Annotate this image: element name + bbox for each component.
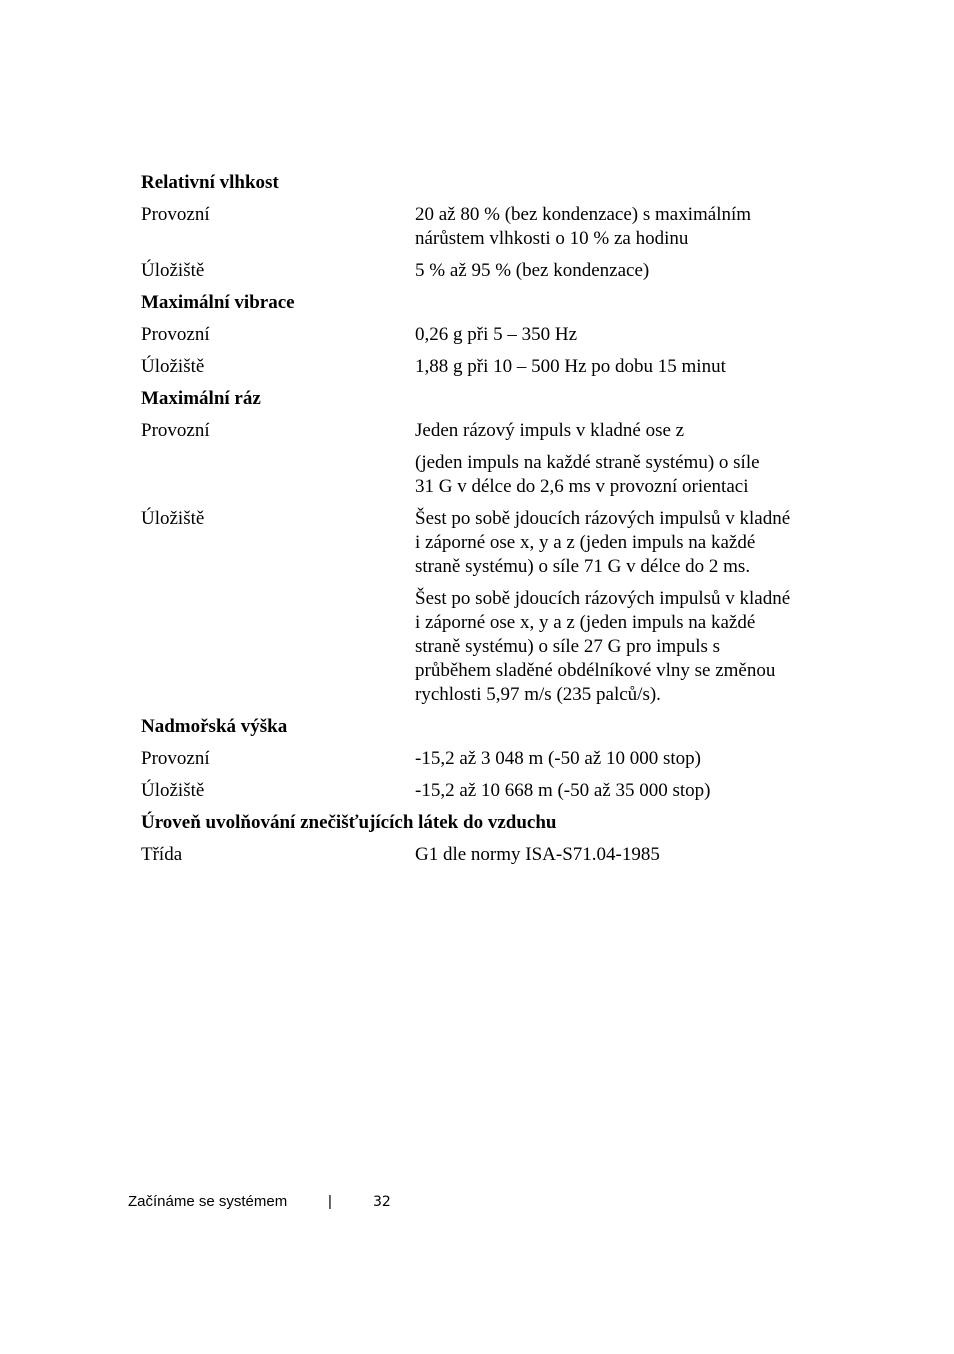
spec-label: Úložiště <box>141 356 205 377</box>
spec-row <box>141 323 841 347</box>
section-heading: Relativní vlhkost <box>141 172 279 193</box>
spec-value-text: Jeden rázový impuls v kladné ose z <box>415 420 685 441</box>
spec-label: Provozní <box>141 748 210 769</box>
spec-value-text: 20 až 80 % (bez kondenzace) s maximálním nárůstem vlhkosti o 10 % za hodinu <box>415 204 752 249</box>
spec-label: Třída <box>141 844 183 865</box>
spec-row <box>141 779 841 803</box>
footer-doc-title: Začínáme se systémem <box>128 1193 288 1210</box>
spec-value-text: 0,26 g při 5 – 350 Hz <box>415 324 578 345</box>
spec-value-text: Šest po sobě jdoucích rázových impulsů v kladné i záporné ose x, y a z (jeden impuls na každé straně systému) o síle 71 G v délce do 2 ms. <box>415 508 791 577</box>
spec-value <box>415 355 841 379</box>
page-footer <box>128 1192 391 1212</box>
spec-label: Provozní <box>141 204 210 225</box>
spec-table <box>141 171 841 875</box>
spec-row <box>141 203 841 251</box>
spec-value <box>415 323 841 347</box>
section-heading: Úroveň uvolňování znečišťujících látek do vzduchu <box>141 812 557 833</box>
spec-value <box>415 203 841 251</box>
spec-row <box>141 259 841 283</box>
spec-value-text: G1 dle normy ISA-S71.04-1985 <box>415 844 660 865</box>
spec-value-text: 5 % až 95 % (bez kondenzace) <box>415 260 650 281</box>
spec-value-text: -15,2 až 3 048 m (-50 až 10 000 stop) <box>415 748 701 769</box>
spec-row <box>141 747 841 771</box>
spec-value-text: -15,2 až 10 668 m (-50 až 35 000 stop) <box>415 780 711 801</box>
footer-separator: | <box>328 1193 332 1210</box>
section-heading: Nadmořská výška <box>141 716 288 737</box>
spec-value <box>415 259 841 283</box>
spec-label: Úložiště <box>141 508 205 529</box>
spec-label: Provozní <box>141 324 210 345</box>
spec-value <box>415 507 841 707</box>
spec-row <box>141 843 841 867</box>
spec-row <box>141 507 841 707</box>
spec-row <box>141 355 841 379</box>
spec-value-text: 1,88 g při 10 – 500 Hz po dobu 15 minut <box>415 356 726 377</box>
spec-label: Úložiště <box>141 260 205 281</box>
spec-label: Úložiště <box>141 780 205 801</box>
spec-value <box>415 779 841 803</box>
spec-row <box>141 419 841 499</box>
spec-value <box>415 747 841 771</box>
spec-value-text: Šest po sobě jdoucích rázových impulsů v kladné i záporné ose x, y a z (jeden impuls na každé straně systému) o síle 27 G pro impuls s průběhem sladěné obdélníkové vlny se změnou rychlosti 5,97 m/s (235 palců/s). <box>415 588 791 705</box>
section-heading: Maximální vibrace <box>141 292 295 313</box>
spec-value <box>415 843 841 867</box>
section-heading: Maximální ráz <box>141 388 261 409</box>
spec-label: Provozní <box>141 420 210 441</box>
spec-value-text: (jeden impuls na každé straně systému) o síle 31 G v délce do 2,6 ms v provozní orientaci <box>415 452 760 497</box>
spec-value <box>415 419 841 499</box>
page-number: 32 <box>373 1194 391 1210</box>
